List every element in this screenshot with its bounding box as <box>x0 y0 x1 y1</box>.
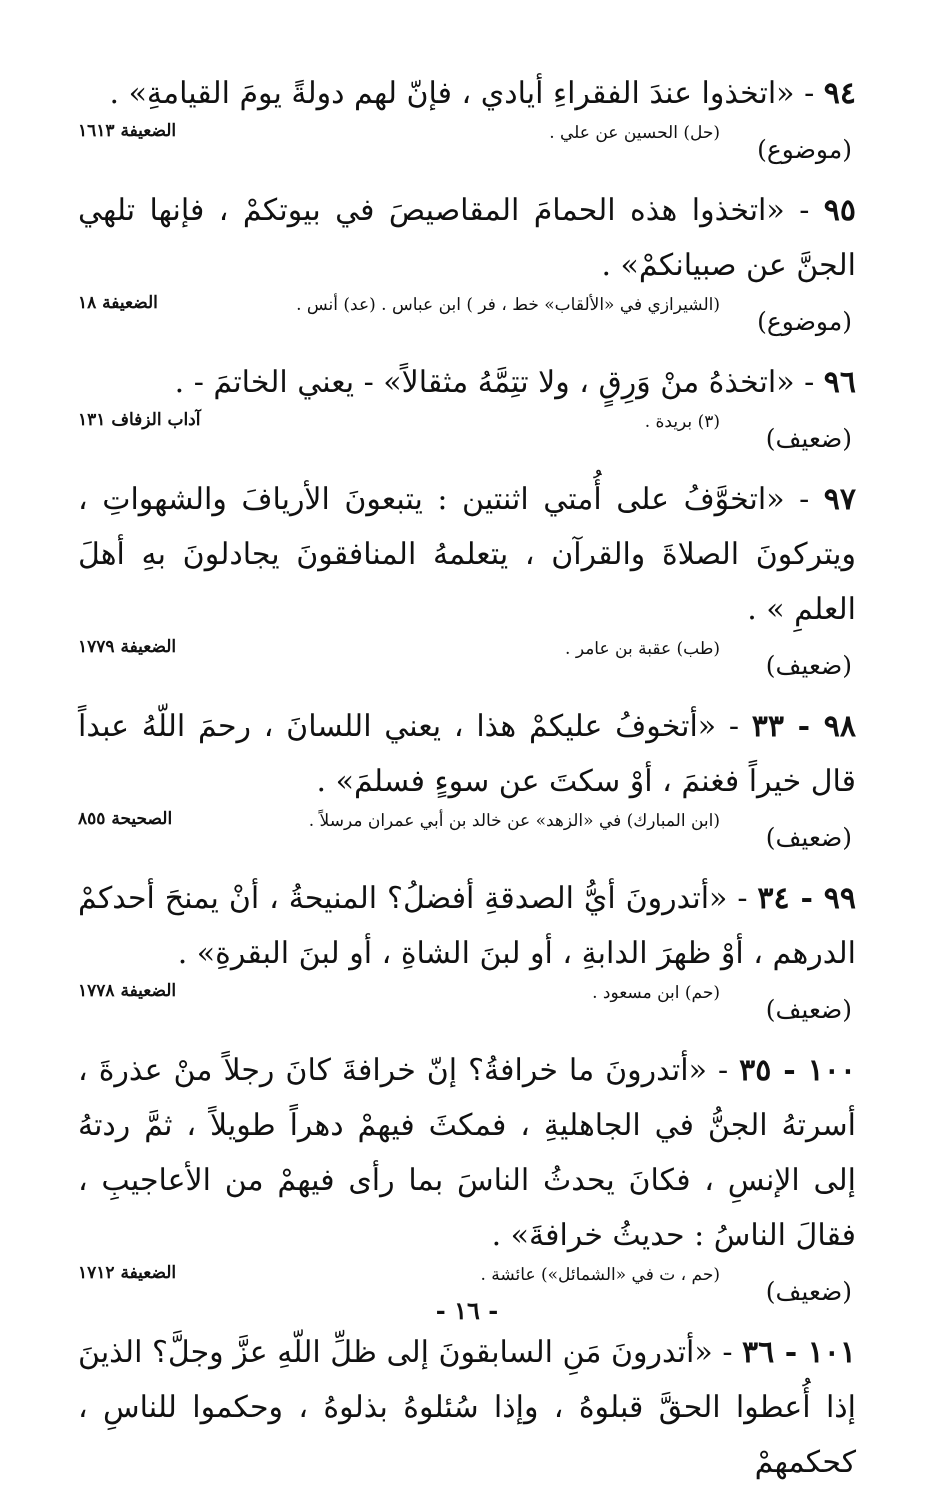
source-line <box>78 121 856 183</box>
book-citation: الضعيفة ١٦١٣ <box>78 121 177 141</box>
hadith-text: «اتخذهُ منْ وَرِقٍ ، ولا تتِمَّهُ مثقالاً» - يعني الخاتمَ - . <box>174 365 795 400</box>
source-reference: (ابن المبارك) في «الزهد» عن خالد بن أبي عمران مرسلاً . <box>308 811 720 831</box>
hadith-entry: ٩٦ - «اتخذهُ منْ وَرِقٍ ، ولا تتِمَّهُ مثقالاً» - يعني الخاتمَ - . <box>174 365 856 400</box>
hadith-number: ١٠٠ - ٣٥ <box>739 1053 856 1088</box>
source-reference: (الشيرازي في «الألقاب» خط ، فر ) ابن عباس . (عد) أنس . <box>296 295 720 315</box>
grade-label: ( ضعيف ) <box>766 995 852 1024</box>
grade-label: ( ضعيف ) <box>766 1277 852 1306</box>
hadith-entry: ٩٤ - «اتخذوا عندَ الفقراءِ أيادي ، فإنّ لهم دولةً يومَ القيامةِ» . <box>109 76 856 111</box>
hadith-number: ٩٤ <box>823 76 856 111</box>
hadith-text: «اتخذوا هذه الحمامَ المقاصيصَ في بيوتكمْ ، فإنها تلهي الجنَّ عن صبيانكمْ» . <box>78 193 856 283</box>
book-citation: الضعيفة ١٨ <box>78 293 158 313</box>
grade-label: ( ضعيف ) <box>766 651 852 680</box>
hadith-entry: ٩٥ - «اتخذوا هذه الحمامَ المقاصيصَ في بيوتكمْ ، فإنها تلهي الجنَّ عن صبيانكمْ» . <box>78 193 856 283</box>
hadith-number: ٩٩ - ٣٤ <box>757 881 857 916</box>
book-citation: الضعيفة ١٧١٢ <box>78 1263 177 1283</box>
hadith-number: ٩٦ <box>823 365 856 400</box>
book-citation: الصحيحة ٨٥٥ <box>78 809 173 829</box>
book-page <box>78 66 857 1480</box>
source-reference: (حم ، ت في «الشمائل») عائشة . <box>480 1265 720 1285</box>
book-citation: آداب الزفاف ١٣١ <box>78 410 201 430</box>
grade-label: ( موضوع ) <box>757 307 852 336</box>
source-line <box>78 293 856 355</box>
hadith-entry: ٩٨ - ٣٣ - «أتخوفُ عليكمْ هذا ، يعني اللسانَ ، رحمَ اللّهُ عبداً قال خيراً فغنمَ ، أوْ سكتَ عن سوءٍ فسلمَ» . <box>78 709 856 799</box>
hadith-entry: ١٠١ - ٣٦ - «أتدرونَ مَنِ السابقونَ إلى ظلِّ اللّهِ عزَّ وجلَّ؟ الذينَ إذا أُعطوا الحقَّ قبلوهُ ، وإذا سُئلوهُ بذلوهُ ، وحكموا للناسِ ، كحكمهمْ <box>78 1335 856 1480</box>
source-line <box>78 981 856 1043</box>
source-reference: (طب) عقبة بن عامر . <box>565 639 720 659</box>
hadith-text: «أتدرونَ مَنِ السابقونَ إلى ظلِّ اللّهِ عزَّ وجلَّ؟ الذينَ إذا أُعطوا الحقَّ قبلوهُ ، وإذا سُئلوهُ بذلوهُ ، وحكموا للناسِ ، كحكمهمْ <box>78 1335 856 1480</box>
hadith-number: ٩٥ <box>823 193 856 228</box>
hadith-entry: ٩٧ - «اتخوَّفُ على أُمتي اثنتين : يتبعونَ الأريافَ والشهواتِ ، ويتركونَ الصلاةَ والقرآن ، يتعلمهُ المنافقونَ يجادلونَ بهِ أهلَ العلمِ » . <box>78 482 856 627</box>
grade-label: ( ضعيف ) <box>766 424 852 453</box>
page-number: - ١٦ - <box>435 1296 499 1325</box>
source-reference: (حم) ابن مسعود . <box>592 983 720 1003</box>
hadith-text: «أتخوفُ عليكمْ هذا ، يعني اللسانَ ، رحمَ اللّهُ عبداً قال خيراً فغنمَ ، أوْ سكتَ عن سوءٍ فسلمَ» . <box>78 709 856 799</box>
source-line <box>78 410 856 472</box>
grade-label: ( ضعيف ) <box>766 823 852 852</box>
hadith-entry: ٩٩ - ٣٤ - «أتدرونَ أيُّ الصدقةِ أفضلُ؟ المنيحةُ ، أنْ يمنحَ أحدكمْ الدرهم ، أوْ ظهرَ الدابةِ ، أو لبنَ الشاةِ ، أو لبنَ البقرةِ» . <box>78 881 857 971</box>
hadith-number: ٩٧ <box>823 482 856 517</box>
grade-label: ( موضوع ) <box>757 135 852 164</box>
book-citation: الضعيفة ١٧٧٨ <box>78 981 177 1001</box>
hadith-text: «أتدرونَ ما خرافةُ؟ إنّ خرافةَ كانَ رجلاً منْ عذرةَ ، أسرتهُ الجنُّ في الجاهليةِ ، فمكثَ فيهمْ دهراً طويلاً ، ثمَّ ردتهُ إلى الإنسِ ، فكانَ يحدثُ الناسَ بما رأى فيهمْ من الأعاجيبِ ، فقالَ الناسُ : حديثُ خرافةَ» . <box>78 1053 856 1253</box>
hadith-text: «اتخذوا عندَ الفقراءِ أيادي ، فإنّ لهم دولةً يومَ القيامةِ» . <box>109 76 795 111</box>
hadith-text: «أتدرونَ أيُّ الصدقةِ أفضلُ؟ المنيحةُ ، أنْ يمنحَ أحدكمْ الدرهم ، أوْ ظهرَ الدابةِ ، أو لبنَ الشاةِ ، أو لبنَ البقرةِ» . <box>78 881 856 971</box>
hadith-number: ١٠١ - ٣٦ <box>742 1335 856 1370</box>
source-reference: (٣) بريدة . <box>644 412 720 432</box>
book-citation: الضعيفة ١٧٧٩ <box>78 637 177 657</box>
source-line <box>78 809 856 871</box>
hadith-number: ٩٨ - ٣٣ <box>751 709 856 744</box>
source-line <box>78 637 856 699</box>
hadith-entry: ١٠٠ - ٣٥ - «أتدرونَ ما خرافةُ؟ إنّ خرافةَ كانَ رجلاً منْ عذرةَ ، أسرتهُ الجنُّ في الجاهليةِ ، فمكثَ فيهمْ دهراً طويلاً ، ثمَّ ردتهُ إلى الإنسِ ، فكانَ يحدثُ الناسَ بما رأى فيهمْ من الأعاجيبِ ، فقالَ الناسُ : حديثُ خرافةَ» . <box>78 1053 856 1253</box>
source-reference: (حل) الحسين عن علي . <box>549 123 720 143</box>
hadith-text: «اتخوَّفُ على أُمتي اثنتين : يتبعونَ الأريافَ والشهواتِ ، ويتركونَ الصلاةَ والقرآن ، يتعلمهُ المنافقونَ يجادلونَ بهِ أهلَ العلمِ » . <box>78 482 856 627</box>
